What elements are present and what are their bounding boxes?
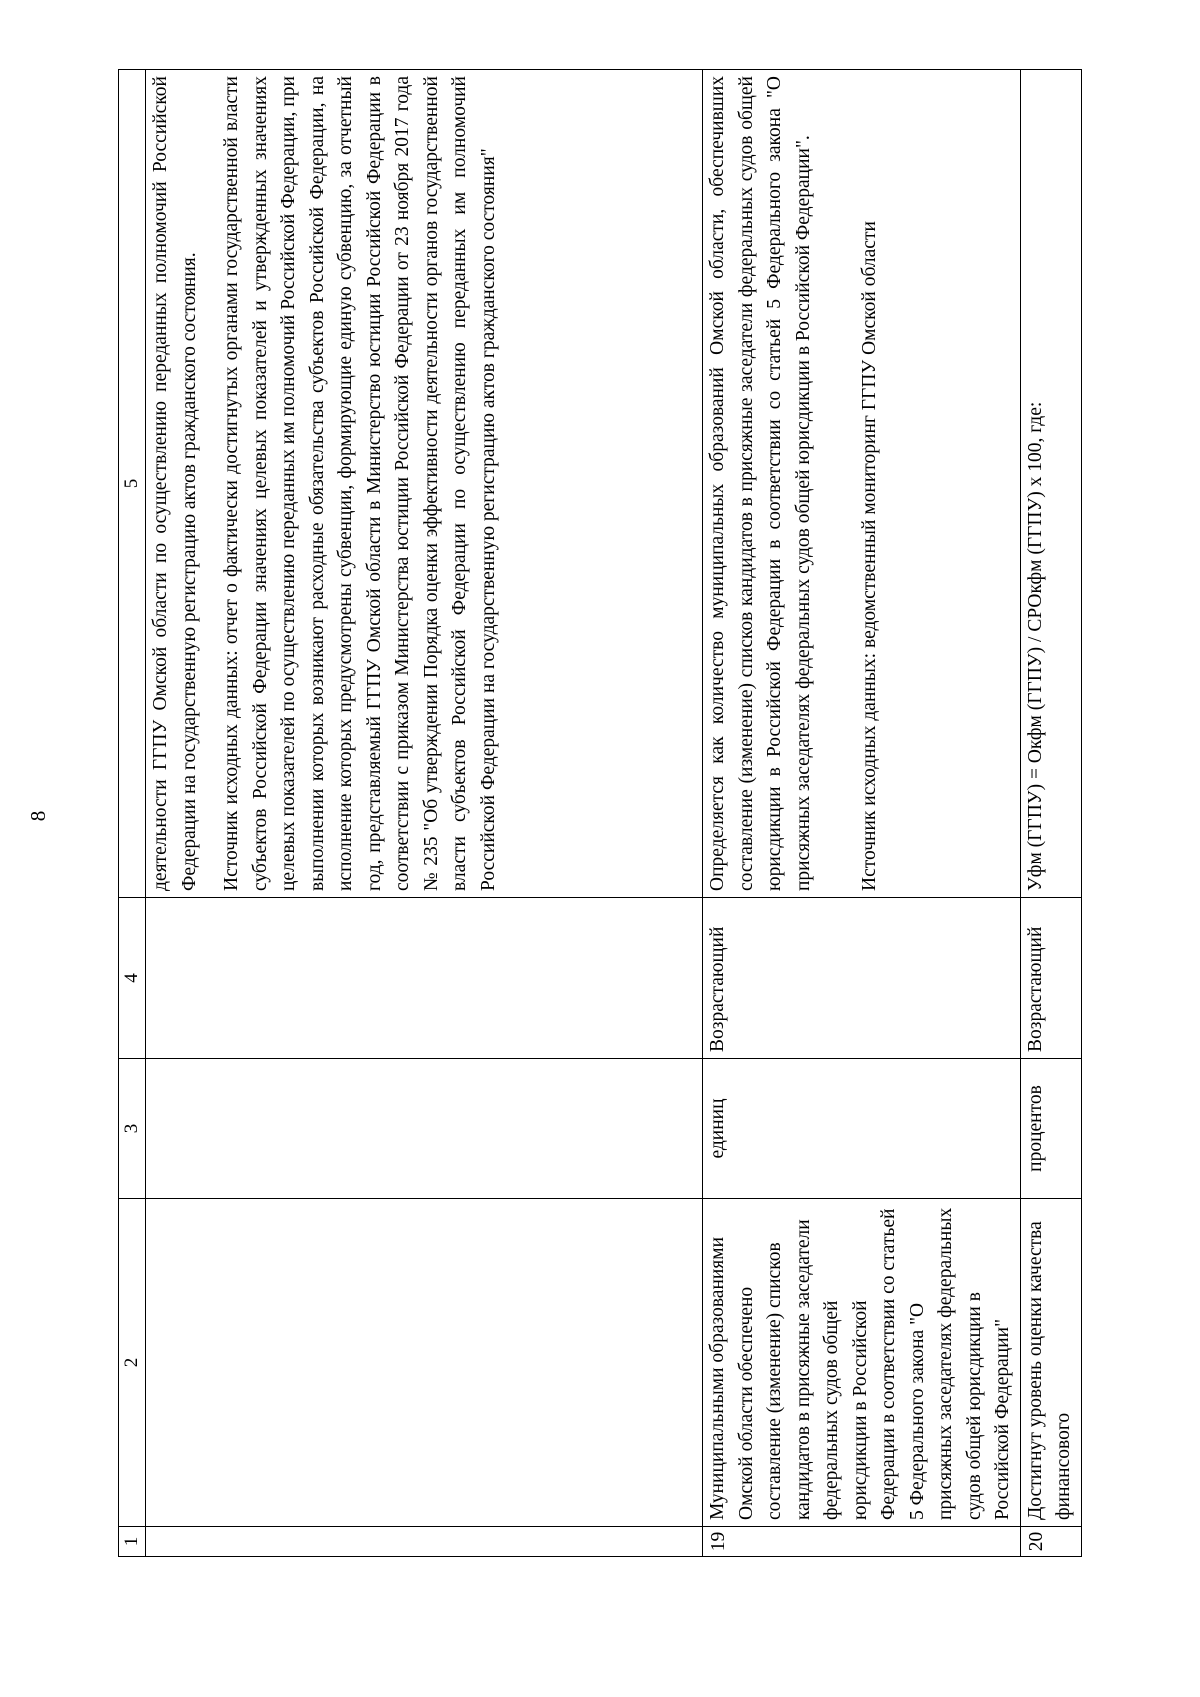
page-number: 8 — [26, 810, 50, 822]
indicator-name: Достигнут уровень оценки качества финансового — [1020, 1199, 1081, 1527]
details-paragraph: Источник исходных данных: отчет о фактически достигнутых органами государственной власти субъектов Российской Федерации значениях целевых показателей и утвержденных значениях целевых показателей по осуществлению переданных им полномочий Российской Федерации, при выполнении которых возникают расходные обязательства субъектов Российской Федерации, на исполнение которых предусмотрены субвенции, формирующие единую субвенцию, за отчетный год, представляемый ГГПУ Омской области в Министерство юстиции Российской Федерации в соответствии с приказом Министерства юстиции Российской Федерации от 23 ноября 2017 года № 235 "Об утверждении Порядка оценки эффективности деятельности органов государственной власти субъектов Российской Федерации по осуществлению переданных им полномочий Российской Федерации на государственную регистрацию актов гражданского состояния" — [221, 76, 499, 891]
table-header-row — [119, 70, 146, 1557]
trend-direction: Возрастающий — [703, 898, 1021, 1059]
table-row — [146, 70, 703, 1557]
formula-text: Уфм (ГГПУ) = Окфм (ГГПУ) / СРОкфм (ГГПУ) x 100, где: — [1024, 401, 1046, 891]
details-paragraph: Определяется как количество муниципальных образований Омской области, обеспечивших составление (изменение) списков кандидатов в присяжные заседатели федеральных судов общей юрисдикции в Российской Федерации в соответствии со статьей 5 Федерального закона "О присяжных заседателях федеральных судов общей юрисдикции в Российской Федерации". — [707, 76, 814, 891]
header-cell-4: 4 — [119, 898, 146, 1059]
row-number — [146, 1527, 703, 1557]
row-number: 19 — [703, 1527, 1021, 1557]
indicators-table — [118, 69, 1082, 1557]
header-cell-5: 5 — [119, 70, 146, 898]
indicator-details — [146, 70, 703, 898]
unit-of-measure: процентов — [1020, 1059, 1081, 1199]
table-row — [703, 70, 1021, 1557]
details-paragraph: деятельности ГГПУ Омской области по осуществлению переданных полномочий Российской Федерации на государственную регистрацию актов гражданского состояния. — [150, 76, 200, 891]
indicator-name: Муниципальными образованиями Омской области обеспечено составление (изменение) списков кандидатов в присяжные заседатели федеральных судов общей юрисдикции в Российской Федерации в соответствии со статьей 5 Федерального закона "О присяжных заседателях федеральных судов общей юрисдикции в Российской Федерации" — [703, 1199, 1021, 1527]
header-cell-1: 1 — [119, 1527, 146, 1557]
unit-of-measure — [146, 1059, 703, 1199]
indicator-name — [146, 1199, 703, 1527]
unit-of-measure: единиц — [703, 1059, 1021, 1199]
header-cell-2: 2 — [119, 1199, 146, 1527]
indicator-details — [1020, 70, 1081, 898]
table-row — [1020, 70, 1081, 1557]
indicator-details — [703, 70, 1021, 898]
rotated-table-container — [118, 70, 1074, 1557]
trend-direction: Возрастающий — [1020, 898, 1081, 1059]
trend-direction — [146, 898, 703, 1059]
details-paragraph: Источник исходных данных: ведомственный мониторинг ГГПУ Омской области — [859, 221, 880, 891]
header-cell-3: 3 — [119, 1059, 146, 1199]
row-number: 20 — [1020, 1527, 1081, 1557]
